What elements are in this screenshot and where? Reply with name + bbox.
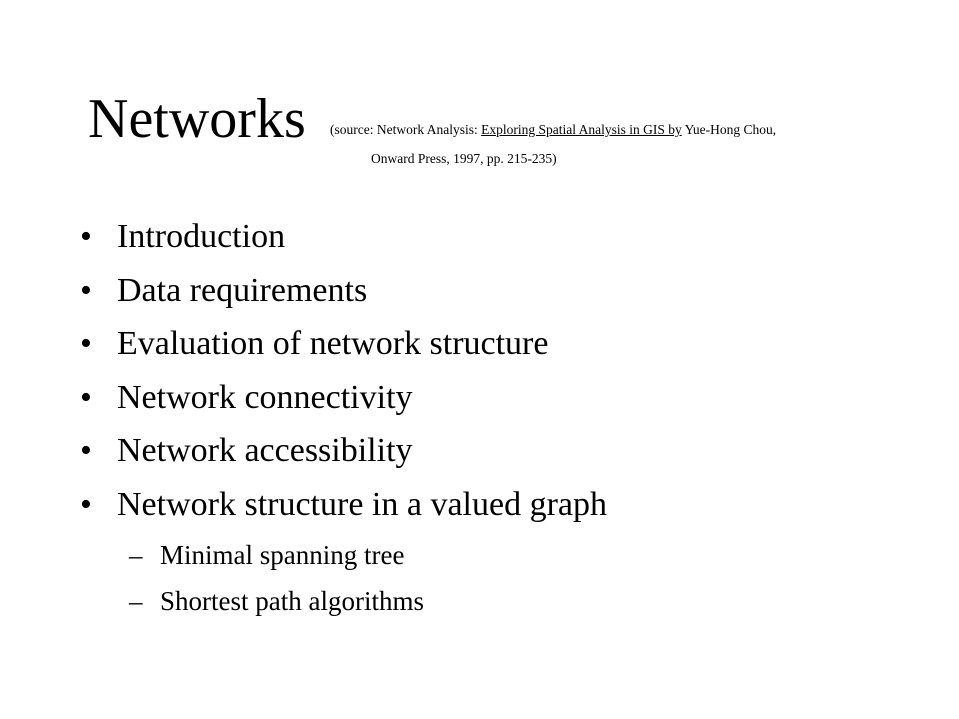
source-author: Yue-Hong Chou, [681,122,777,137]
bullet-text: Evaluation of network structure [117,325,549,363]
bullet-icon: • [80,325,92,363]
sub-bullet-text: Shortest path algorithms [160,586,424,616]
bullet-text: Network accessibility [117,432,413,470]
dash-icon: – [129,540,143,570]
sub-bullet-text: Minimal spanning tree [160,540,405,570]
source-citation-line-2: Onward Press, 1997, pp. 215-235) [371,151,557,166]
bullet-icon: • [80,378,92,416]
slide-title: Networks [88,88,306,150]
bullet-text: Network structure in a valued graph [117,485,607,523]
bullet-text: Data requirements [117,271,368,309]
dash-icon: – [129,586,143,616]
bullet-icon: • [80,432,92,470]
bullet-icon: • [80,218,92,255]
source-citation-line-1 [330,121,776,139]
bullet-text: Introduction [117,218,286,255]
bullet-icon: • [80,485,92,523]
source-prefix: (source: Network Analysis: [330,122,482,137]
source-book-title: Exploring Spatial Analysis in GIS by [481,122,682,137]
bullet-icon: • [80,271,92,309]
bullet-text: Network connectivity [117,378,413,416]
